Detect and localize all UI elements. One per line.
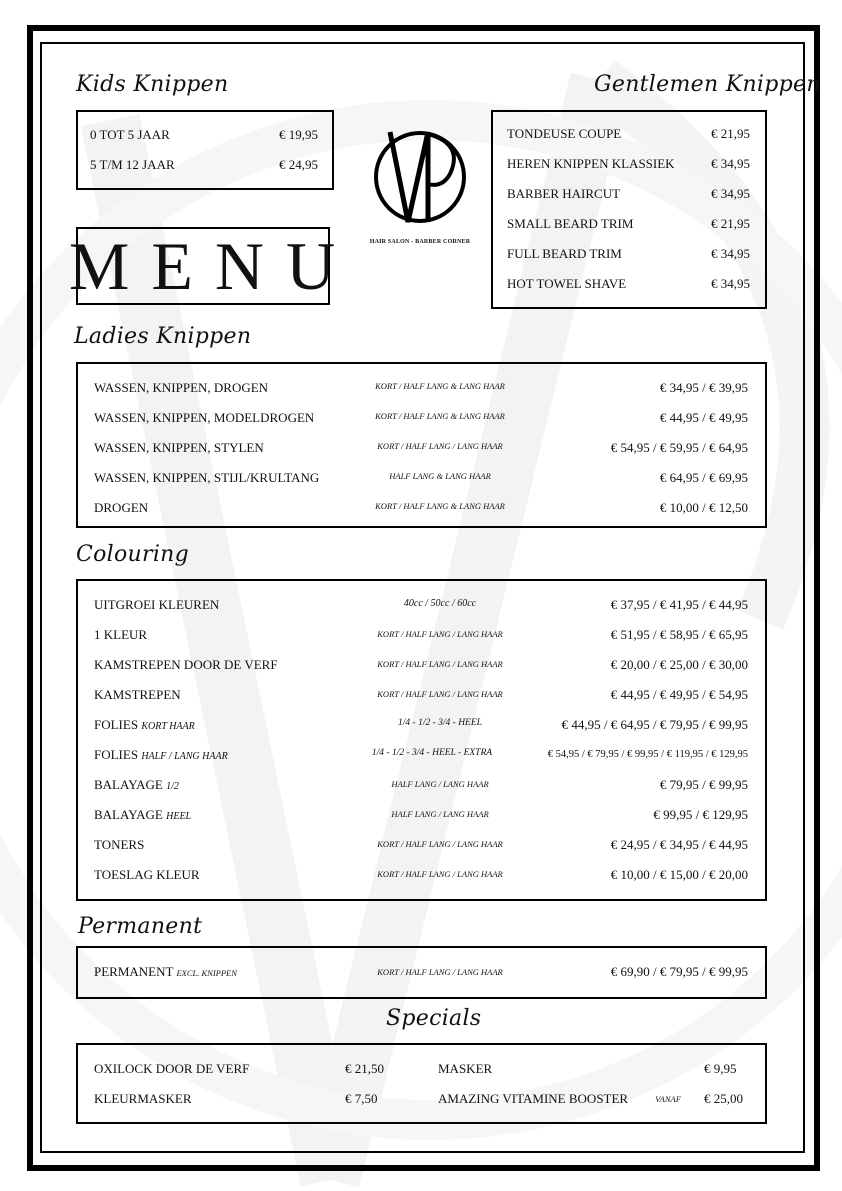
colouring-item-price: € 54,95 / € 79,95 / € 99,95 / € 119,95 / € 129,95 bbox=[547, 749, 748, 760]
gentlemen-item-name: HOT TOWEL SHAVE bbox=[507, 276, 627, 291]
ladies-heading: Ladies Knippen bbox=[74, 324, 252, 349]
colouring-item-price: € 44,95 / € 49,95 / € 54,95 bbox=[610, 687, 748, 702]
specials-item-price: € 25,00 bbox=[704, 1091, 743, 1106]
kids-item-name: 0 TOT 5 JAAR bbox=[90, 127, 170, 142]
colouring-item-name: TONERS bbox=[94, 837, 145, 852]
colouring-item-price: € 44,95 / € 64,95 / € 79,95 / € 99,95 bbox=[561, 717, 748, 732]
ladies-item-name: WASSEN, KNIPPEN, MODELDROGEN bbox=[94, 410, 315, 425]
colouring-item-sub: HEEL bbox=[166, 811, 192, 822]
gentlemen-item-price: € 34,95 bbox=[711, 186, 750, 201]
colouring-item-name: TOESLAG KLEUR bbox=[94, 867, 200, 882]
gentlemen-item-name: HEREN KNIPPEN KLASSIEK bbox=[507, 156, 675, 171]
permanent-item-sub: EXCL. KNIPPEN bbox=[176, 968, 237, 978]
vp-logo-icon bbox=[372, 122, 468, 232]
gentlemen-item-price: € 34,95 bbox=[711, 276, 750, 291]
colouring-item-note: 1/4 - 1/2 - 3/4 - HEEL - EXTRA bbox=[371, 748, 493, 758]
colouring-item-price: € 37,95 / € 41,95 / € 44,95 bbox=[610, 597, 748, 612]
gentlemen-item-name: TONDEUSE COUPE bbox=[507, 126, 622, 141]
gentlemen-item-price: € 21,95 bbox=[711, 216, 750, 231]
ladies-item-note: KORT / HALF LANG & LANG HAAR bbox=[375, 381, 505, 391]
colouring-item-sub: KORT HAAR bbox=[141, 721, 195, 732]
colouring-item-note: KORT / HALF LANG / LANG HAAR bbox=[377, 689, 503, 699]
ladies-item-note: KORT / HALF LANG & LANG HAAR bbox=[375, 411, 505, 421]
gentlemen-item-price: € 34,95 bbox=[711, 156, 750, 171]
gentlemen-item-name: SMALL BEARD TRIM bbox=[507, 216, 634, 231]
colouring-item-note: HALF LANG / LANG HAAR bbox=[391, 779, 489, 789]
kids-item-price: € 19,95 bbox=[279, 127, 318, 142]
colouring-item-name: 1 KLEUR bbox=[94, 627, 148, 642]
menu-title: MENU bbox=[68, 227, 358, 304]
colouring-item-note: KORT / HALF LANG / LANG HAAR bbox=[377, 659, 503, 669]
specials-heading: Specials bbox=[386, 1006, 482, 1031]
gentlemen-item-price: € 34,95 bbox=[711, 246, 750, 261]
permanent-heading: Permanent bbox=[78, 914, 203, 939]
colouring-item-name: UITGROEI KLEUREN bbox=[94, 597, 220, 612]
colouring-item-price: € 51,95 / € 58,95 / € 65,95 bbox=[610, 627, 748, 642]
ladies-item-price: € 54,95 / € 59,95 / € 64,95 bbox=[610, 440, 748, 455]
gentlemen-heading: Gentlemen Knippen bbox=[594, 72, 821, 97]
gentlemen-item-name: BARBER HAIRCUT bbox=[507, 186, 621, 201]
ladies-item-price: € 10,00 / € 12,50 bbox=[659, 500, 748, 515]
specials-box bbox=[76, 1043, 767, 1124]
colouring-item-note: 1/4 - 1/2 - 3/4 - HEEL bbox=[398, 718, 482, 728]
kids-box bbox=[76, 110, 334, 190]
colouring-item-note: HALF LANG / LANG HAAR bbox=[391, 809, 489, 819]
ladies-item-name: DROGEN bbox=[94, 500, 149, 515]
colouring-item-price: € 10,00 / € 15,00 / € 20,00 bbox=[610, 867, 748, 882]
ladies-item-note: HALF LANG & LANG HAAR bbox=[389, 471, 491, 481]
specials-item-name: AMAZING VITAMINE BOOSTER bbox=[438, 1091, 629, 1106]
colouring-item-sub: 1/2 bbox=[166, 781, 179, 792]
ladies-item-price: € 64,95 / € 69,95 bbox=[659, 470, 748, 485]
kids-heading: Kids Knippen bbox=[76, 72, 229, 97]
colouring-item-price: € 79,95 / € 99,95 bbox=[659, 777, 748, 792]
colouring-item-note: KORT / HALF LANG / LANG HAAR bbox=[377, 839, 503, 849]
ladies-item-note: KORT / HALF LANG & LANG HAAR bbox=[375, 501, 505, 511]
colouring-item-name: KAMSTREPEN bbox=[94, 687, 181, 702]
colouring-item-note: KORT / HALF LANG / LANG HAAR bbox=[377, 869, 503, 879]
specials-item-name: OXILOCK DOOR DE VERF bbox=[94, 1061, 250, 1076]
gentlemen-item-name: FULL BEARD TRIM bbox=[507, 246, 622, 261]
specials-item-name: MASKER bbox=[438, 1061, 493, 1076]
specials-item-price: € 9,95 bbox=[704, 1061, 737, 1076]
colouring-item-price: € 99,95 / € 129,95 bbox=[653, 807, 748, 822]
colouring-heading: Colouring bbox=[76, 542, 190, 567]
ladies-item-price: € 34,95 / € 39,95 bbox=[659, 380, 748, 395]
ladies-item-price: € 44,95 / € 49,95 bbox=[659, 410, 748, 425]
permanent-item-name: PERMANENT EXCL. KNIPPEN bbox=[94, 964, 237, 979]
colouring-item-price: € 24,95 / € 34,95 / € 44,95 bbox=[610, 837, 748, 852]
specials-item-name: KLEURMASKER bbox=[94, 1091, 192, 1106]
colouring-item-name: FOLIES HALF / LANG HAAR bbox=[94, 747, 228, 762]
ladies-item-note: KORT / HALF LANG / LANG HAAR bbox=[377, 441, 503, 451]
logo-tagline: HAIR SALON - BARBER CORNER bbox=[369, 239, 471, 245]
permanent-item-note: KORT / HALF LANG / LANG HAAR bbox=[377, 967, 503, 977]
ladies-item-name: WASSEN, KNIPPEN, STYLEN bbox=[94, 440, 264, 455]
colouring-item-name: BALAYAGE HEEL bbox=[94, 807, 192, 822]
specials-item-price: € 21,50 bbox=[345, 1061, 384, 1076]
colouring-item-note: KORT / HALF LANG / LANG HAAR bbox=[377, 629, 503, 639]
colouring-item-name: BALAYAGE 1/2 bbox=[94, 777, 179, 792]
specials-item-note: VANAF bbox=[655, 1094, 681, 1104]
colouring-item-note: 40cc / 50cc / 60cc bbox=[403, 598, 477, 609]
colouring-item-price: € 20,00 / € 25,00 / € 30,00 bbox=[610, 657, 748, 672]
colouring-item-name: FOLIES KORT HAAR bbox=[94, 717, 195, 732]
permanent-item-price: € 69,90 / € 79,95 / € 99,95 bbox=[610, 964, 748, 979]
ladies-item-name: WASSEN, KNIPPEN, STIJL/KRULTANG bbox=[94, 470, 320, 485]
specials-item-price: € 7,50 bbox=[345, 1091, 378, 1106]
colouring-item-name: KAMSTREPEN DOOR DE VERF bbox=[94, 657, 278, 672]
gentlemen-item-price: € 21,95 bbox=[711, 126, 750, 141]
colouring-item-sub: HALF / LANG HAAR bbox=[141, 751, 228, 762]
ladies-item-name: WASSEN, KNIPPEN, DROGEN bbox=[94, 380, 269, 395]
kids-item-name: 5 T/M 12 JAAR bbox=[90, 157, 175, 172]
kids-item-price: € 24,95 bbox=[279, 157, 318, 172]
